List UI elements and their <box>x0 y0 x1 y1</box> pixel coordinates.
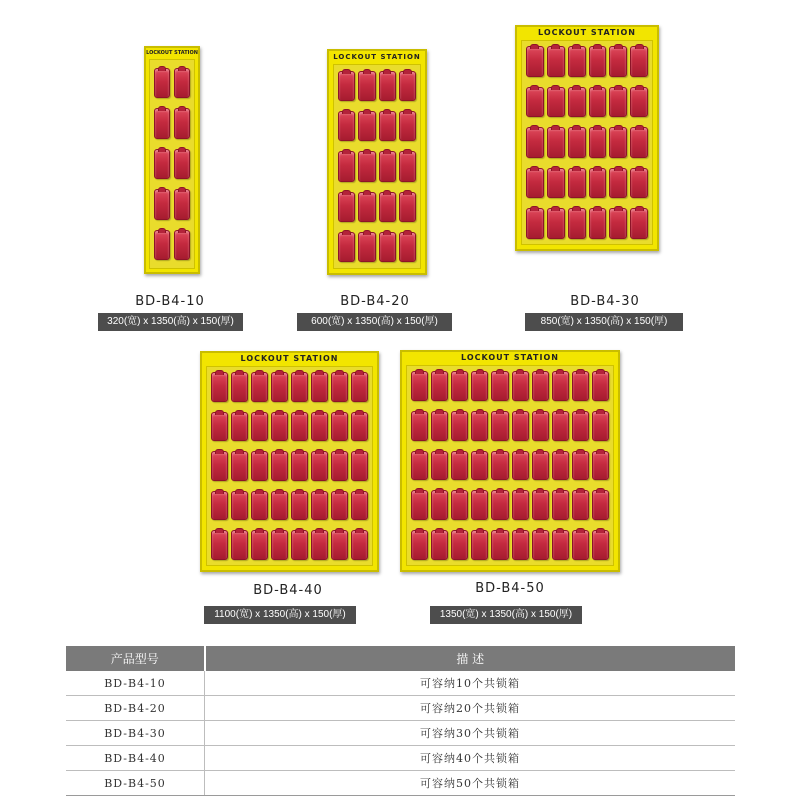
lock-box <box>351 491 368 521</box>
lock-box <box>547 208 565 239</box>
lock-box <box>512 490 529 520</box>
cell-description: 可容纳50个共锁箱 <box>205 771 736 796</box>
lock-box <box>251 530 268 560</box>
model-label: BD-B4-40 <box>253 583 323 598</box>
lock-box <box>271 372 288 402</box>
lock-box <box>154 68 170 98</box>
lock-box <box>399 111 416 141</box>
lock-grid <box>149 59 195 269</box>
lock-box <box>491 530 508 560</box>
lock-box <box>451 490 468 520</box>
table-row <box>66 696 735 721</box>
lock-box <box>231 491 248 521</box>
lock-box <box>211 530 228 560</box>
lock-box <box>630 168 648 199</box>
lock-box <box>379 232 396 262</box>
lock-box <box>358 151 375 181</box>
lock-box <box>154 189 170 219</box>
lock-box <box>211 491 228 521</box>
lock-box <box>291 372 308 402</box>
lock-box <box>471 411 488 441</box>
cell-model: BD-B4-40 <box>66 746 205 771</box>
lock-box <box>552 411 569 441</box>
lock-box <box>291 451 308 481</box>
lock-box <box>572 530 589 560</box>
lock-box <box>331 372 348 402</box>
lock-box <box>526 127 544 158</box>
lock-box <box>491 411 508 441</box>
lock-grid <box>333 64 421 269</box>
cell-model: BD-B4-20 <box>66 696 205 721</box>
lock-box <box>431 371 448 401</box>
lock-box <box>589 127 607 158</box>
table-header-row <box>66 646 735 671</box>
lock-box <box>547 46 565 77</box>
lock-box <box>630 46 648 77</box>
lock-box <box>174 108 190 138</box>
lock-box <box>411 411 428 441</box>
lock-box <box>630 208 648 239</box>
model-label: BD-B4-30 <box>570 294 640 309</box>
lockout-board <box>144 46 200 274</box>
lock-box <box>609 208 627 239</box>
lock-box <box>547 87 565 118</box>
lock-box <box>532 371 549 401</box>
lock-box <box>351 412 368 442</box>
lock-grid <box>206 366 373 566</box>
lock-box <box>491 490 508 520</box>
lock-box <box>311 491 328 521</box>
lock-box <box>154 230 170 260</box>
lock-box <box>592 451 609 481</box>
lockout-board <box>515 25 659 251</box>
lock-box <box>271 451 288 481</box>
lock-box <box>379 151 396 181</box>
lock-box <box>174 149 190 179</box>
lock-box <box>154 108 170 138</box>
lock-box <box>572 371 589 401</box>
lock-box <box>451 530 468 560</box>
lock-box <box>589 208 607 239</box>
lock-box <box>331 530 348 560</box>
lock-box <box>174 189 190 219</box>
dimensions-label: 1100(宽) x 1350(高) x 150(厚) <box>204 606 356 624</box>
lock-box <box>411 451 428 481</box>
lock-box <box>431 451 448 481</box>
lock-box <box>338 151 355 181</box>
lock-box <box>592 490 609 520</box>
lock-box <box>589 168 607 199</box>
lock-box <box>251 372 268 402</box>
table-row <box>66 771 735 796</box>
lockout-board <box>400 350 620 572</box>
lock-box <box>512 530 529 560</box>
cell-description: 可容纳10个共锁箱 <box>205 671 736 696</box>
lock-box <box>331 491 348 521</box>
lock-box <box>532 451 549 481</box>
lock-box <box>331 451 348 481</box>
lock-box <box>211 412 228 442</box>
lock-box <box>552 490 569 520</box>
lock-box <box>568 127 586 158</box>
lock-box <box>399 151 416 181</box>
lock-box <box>311 412 328 442</box>
lock-box <box>589 46 607 77</box>
lock-box <box>491 371 508 401</box>
lock-box <box>331 412 348 442</box>
lock-box <box>338 111 355 141</box>
lock-box <box>271 491 288 521</box>
lock-grid <box>521 40 653 245</box>
lock-box <box>431 530 448 560</box>
lock-grid <box>406 365 614 566</box>
lock-box <box>630 87 648 118</box>
lock-box <box>358 111 375 141</box>
lock-box <box>231 372 248 402</box>
lock-box <box>338 71 355 101</box>
lock-box <box>211 372 228 402</box>
lock-box <box>451 371 468 401</box>
lock-box <box>592 411 609 441</box>
lock-box <box>451 411 468 441</box>
lock-box <box>572 411 589 441</box>
lock-box <box>512 451 529 481</box>
lock-box <box>338 192 355 222</box>
cell-model: BD-B4-30 <box>66 721 205 746</box>
lock-box <box>526 208 544 239</box>
board-title: LOCKOUT STATION <box>333 53 421 61</box>
lock-box <box>431 411 448 441</box>
dimensions-label: 600(宽) x 1350(高) x 150(厚) <box>297 313 452 331</box>
lock-box <box>399 71 416 101</box>
lock-box <box>358 192 375 222</box>
model-label: BD-B4-20 <box>340 294 410 309</box>
lock-box <box>358 71 375 101</box>
lock-box <box>251 451 268 481</box>
lock-box <box>526 46 544 77</box>
model-label: BD-B4-10 <box>135 294 205 309</box>
lock-box <box>568 208 586 239</box>
lock-box <box>451 451 468 481</box>
table-row <box>66 671 735 696</box>
lock-box <box>379 192 396 222</box>
lock-box <box>491 451 508 481</box>
cell-model: BD-B4-10 <box>66 671 205 696</box>
lock-box <box>379 71 396 101</box>
lock-box <box>526 87 544 118</box>
lock-box <box>231 451 248 481</box>
lock-box <box>291 491 308 521</box>
lock-box <box>630 127 648 158</box>
lock-box <box>609 127 627 158</box>
lock-box <box>431 490 448 520</box>
lock-box <box>174 68 190 98</box>
lock-box <box>251 491 268 521</box>
lock-box <box>399 232 416 262</box>
lock-box <box>311 372 328 402</box>
lock-box <box>399 192 416 222</box>
board-title: LOCKOUT STATION <box>240 354 339 363</box>
lock-box <box>592 530 609 560</box>
lock-box <box>512 411 529 441</box>
lock-box <box>311 451 328 481</box>
lock-box <box>154 149 170 179</box>
cell-description: 可容纳40个共锁箱 <box>205 746 736 771</box>
lock-box <box>291 530 308 560</box>
lock-box <box>592 371 609 401</box>
lock-box <box>338 232 355 262</box>
lock-box <box>552 451 569 481</box>
cell-description: 可容纳20个共锁箱 <box>205 696 736 721</box>
lock-box <box>351 372 368 402</box>
cell-description: 可容纳30个共锁箱 <box>205 721 736 746</box>
lock-box <box>609 168 627 199</box>
lock-box <box>471 451 488 481</box>
dimensions-label: 320(宽) x 1350(高) x 150(厚) <box>98 313 243 331</box>
lock-box <box>174 230 190 260</box>
lock-box <box>271 412 288 442</box>
table-row <box>66 746 735 771</box>
lock-box <box>211 451 228 481</box>
lock-box <box>552 530 569 560</box>
model-label: BD-B4-50 <box>475 581 545 596</box>
column-header-model: 产品型号 <box>66 646 205 671</box>
lock-box <box>609 87 627 118</box>
lock-box <box>552 371 569 401</box>
lockout-board <box>327 49 427 275</box>
lock-box <box>379 111 396 141</box>
column-header-description: 描 述 <box>205 646 736 671</box>
lock-box <box>471 490 488 520</box>
lock-box <box>572 490 589 520</box>
lock-box <box>568 87 586 118</box>
lock-box <box>609 46 627 77</box>
lock-box <box>271 530 288 560</box>
lock-box <box>512 371 529 401</box>
lock-box <box>231 530 248 560</box>
board-title: LOCKOUT STATION <box>538 28 636 37</box>
lock-box <box>572 451 589 481</box>
lock-box <box>526 168 544 199</box>
lock-box <box>547 168 565 199</box>
lockout-board <box>200 351 379 572</box>
lock-box <box>411 371 428 401</box>
lock-box <box>532 530 549 560</box>
lock-box <box>231 412 248 442</box>
lock-box <box>568 46 586 77</box>
table-row <box>66 721 735 746</box>
lock-box <box>351 530 368 560</box>
cell-model: BD-B4-50 <box>66 771 205 796</box>
dimensions-label: 850(宽) x 1350(高) x 150(厚) <box>525 313 683 331</box>
lock-box <box>568 168 586 199</box>
lock-box <box>411 490 428 520</box>
board-title: LOCKOUT STATION <box>461 353 559 362</box>
lock-box <box>471 371 488 401</box>
lock-box <box>311 530 328 560</box>
lock-box <box>589 87 607 118</box>
lock-box <box>358 232 375 262</box>
lock-box <box>251 412 268 442</box>
lock-box <box>291 412 308 442</box>
lock-box <box>471 530 488 560</box>
lock-box <box>351 451 368 481</box>
board-title: LOCKOUT STATION <box>146 50 198 56</box>
lock-box <box>547 127 565 158</box>
lock-box <box>532 411 549 441</box>
dimensions-label: 1350(宽) x 1350(高) x 150(厚) <box>430 606 582 624</box>
spec-table <box>66 646 735 796</box>
lock-box <box>411 530 428 560</box>
lock-box <box>532 490 549 520</box>
